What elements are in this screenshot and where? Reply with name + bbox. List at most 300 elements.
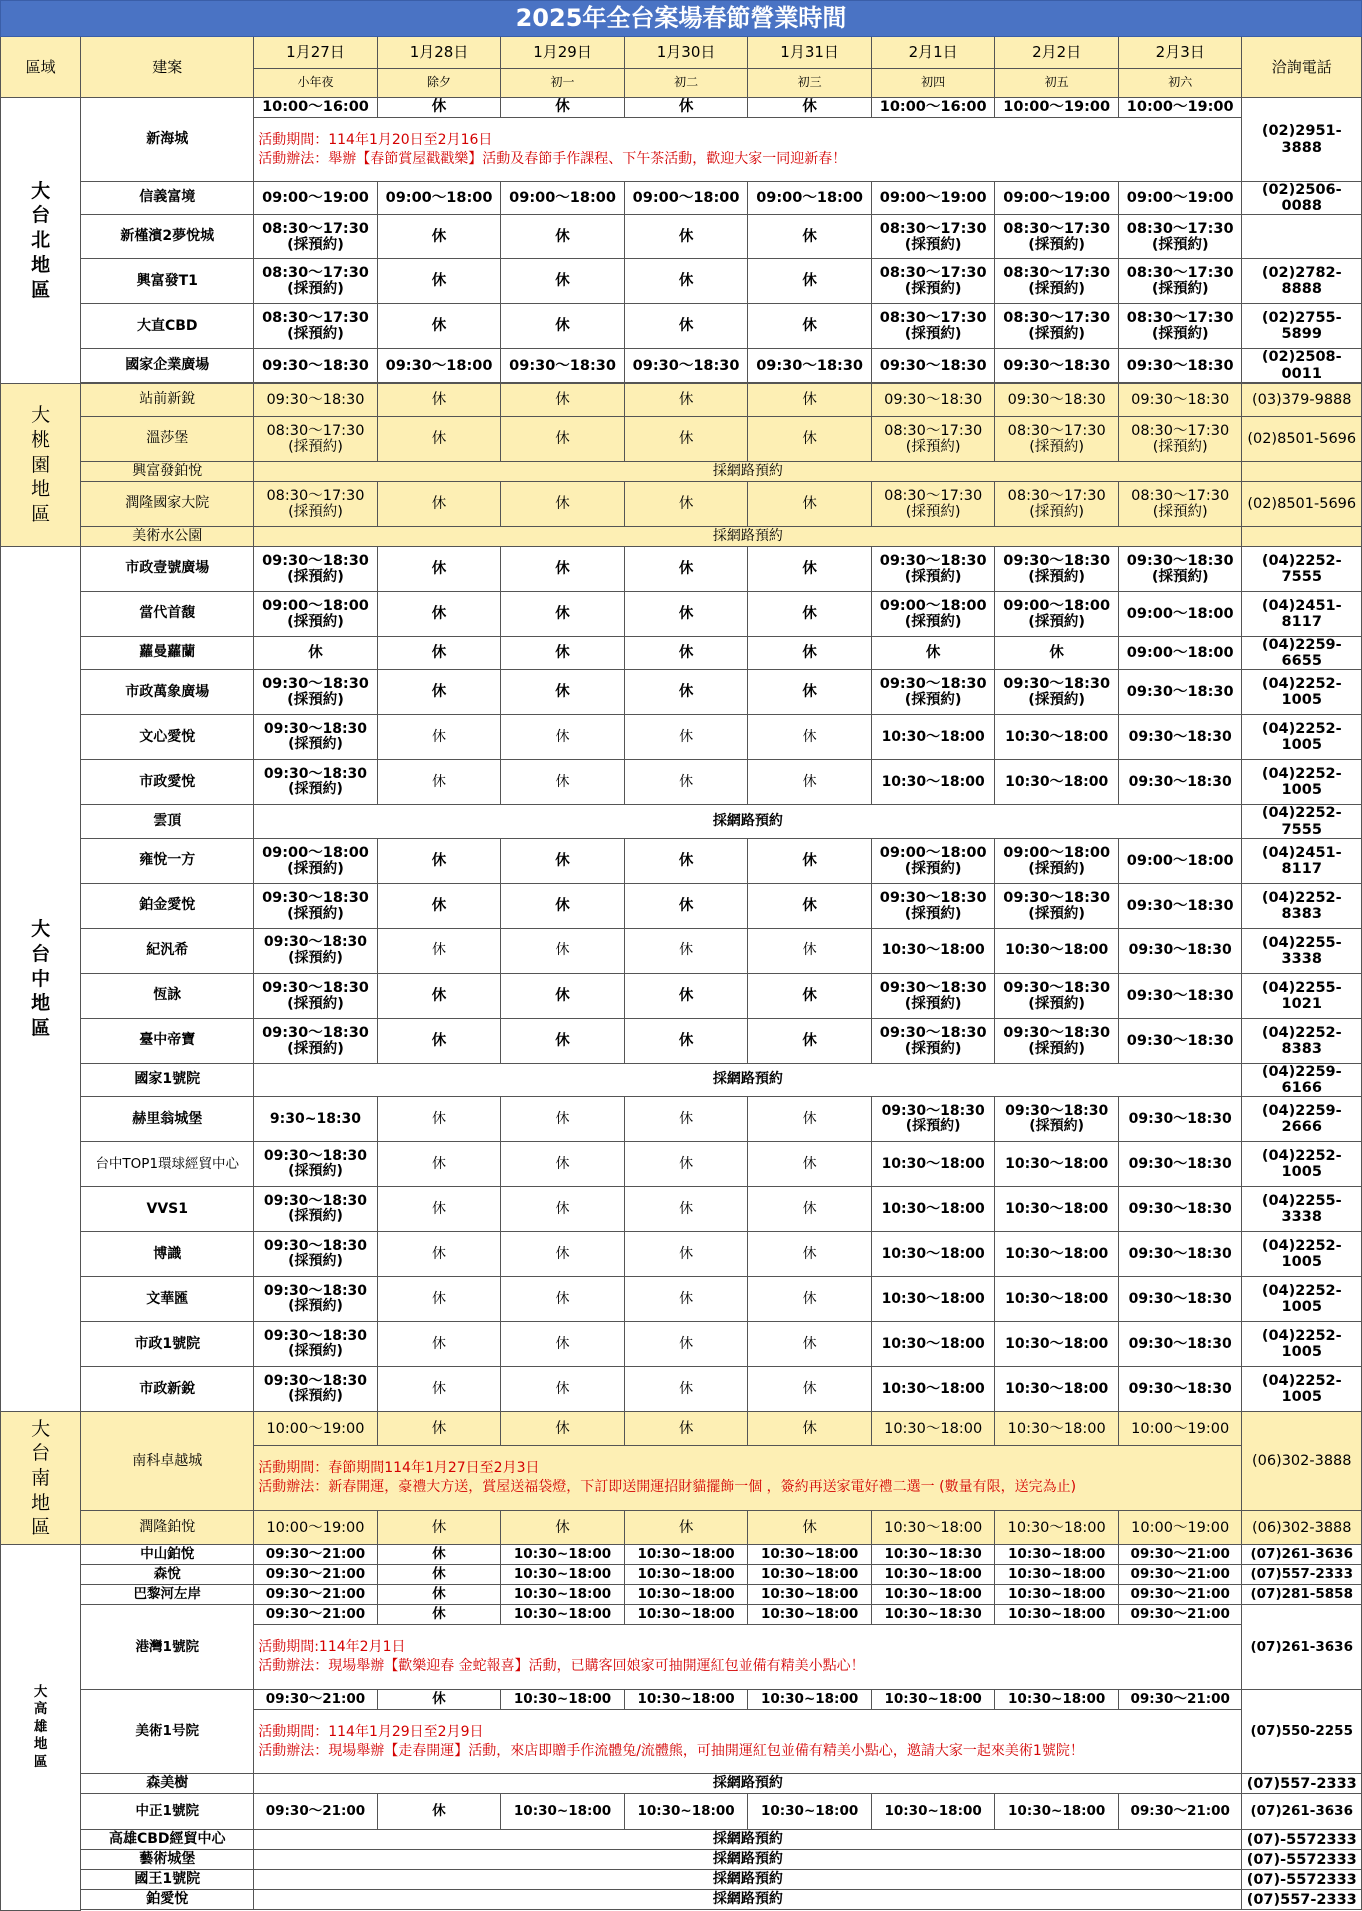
project-name: 中正1號院 (81, 1794, 254, 1830)
hours-cell: 休 (624, 1367, 748, 1412)
reserve-text: (採預約) (1151, 568, 1209, 585)
event-note (254, 1710, 1242, 1774)
hours-cell: 09:00～18:00 (1118, 838, 1242, 883)
hours-cell: 10:30～18:00 (995, 1412, 1119, 1446)
phone-cell: (02)2782-8888 (1242, 259, 1362, 304)
project-name: 市政新銳 (81, 1367, 254, 1412)
project-name: 台中TOP1環球經貿中心 (81, 1142, 254, 1187)
hours-cell: 休 (377, 760, 501, 805)
project-name: 南科卓越城 (81, 1412, 254, 1511)
hours-cell (871, 591, 995, 636)
reserve-text: (採預約) (288, 1343, 343, 1360)
hours-cell: 休 (501, 636, 625, 669)
phone-cell: (04)2255-1021 (1242, 973, 1362, 1018)
reserve-text: (採預約) (1151, 236, 1209, 253)
reserve-text: (採預約) (1152, 503, 1208, 520)
header-project: 建案 (81, 37, 254, 98)
hours-cell: 休 (501, 1277, 625, 1322)
project-name: 美術水公園 (81, 526, 254, 546)
hours-text: 08:30～17:30 (266, 422, 365, 439)
project-name: 藝術城堡 (81, 1850, 254, 1870)
hours-cell (995, 481, 1119, 526)
phone-cell: (02)2951-3888 (1242, 98, 1362, 182)
hours-cell: 休 (624, 304, 748, 349)
hours-cell: 10:30～18:00 (871, 1412, 995, 1446)
reserve-text: (採預約) (905, 1118, 961, 1135)
project-name: 港灣1號院 (81, 1605, 254, 1690)
hours-cell: 09:30～21:00 (1118, 1605, 1242, 1625)
reserve-text: (採預約) (288, 1298, 343, 1315)
header-date: 1月31日 (748, 37, 872, 69)
hours-cell: 09:30～21:00 (1118, 1565, 1242, 1585)
hours-cell: 10:30~18:00 (501, 1585, 625, 1605)
reserve-text: (採預約) (287, 1040, 344, 1057)
reserve-text: (採預約) (1151, 326, 1209, 343)
phone-cell: (07)281-5858 (1242, 1585, 1362, 1605)
phone-cell: (04)2252-8383 (1242, 1018, 1362, 1063)
hours-cell: 休 (624, 928, 748, 973)
reserve-text: (採預約) (1028, 613, 1086, 630)
hours-cell: 10:30~18:00 (871, 1690, 995, 1710)
hours-cell: 09:30～18:30 (871, 383, 995, 416)
hours-cell: 休 (748, 215, 872, 259)
hours-cell: 休 (501, 670, 625, 715)
phone-cell: (04)2451-8117 (1242, 838, 1362, 883)
hours-cell: 休 (501, 883, 625, 928)
hours-cell: 休 (501, 1187, 625, 1232)
phone-cell: (07)557-2333 (1242, 1890, 1362, 1910)
hours-cell: 09:30～18:30 (1118, 1018, 1242, 1063)
hours-cell: 09:00～19:00 (1118, 182, 1242, 215)
phone-cell: (07)-5572333 (1242, 1830, 1362, 1850)
reserve-text: (採預約) (287, 613, 344, 630)
hours-cell: 休 (624, 1412, 748, 1446)
hours-cell: 10:30～18:00 (995, 1187, 1119, 1232)
phone-cell: (04)2259-6166 (1242, 1063, 1362, 1096)
phone-cell: (03)379-9888 (1242, 383, 1362, 416)
reserve-text: (採預約) (1028, 905, 1086, 922)
hours-text: 08:30～17:30 (266, 487, 365, 504)
hours-cell: 09:30～21:00 (254, 1545, 378, 1565)
event-method: 活動辦法：舉辦【春節賞屋戳戳樂】活動及春節手作課程、下午茶活動，歡迎大家一同迎新春！ (258, 150, 847, 167)
hours-cell: 09:30～18:30 (1118, 928, 1242, 973)
reserve-text: (採預約) (287, 281, 344, 298)
header-date: 1月27日 (254, 37, 378, 69)
hours-cell: 10:30~18:00 (501, 1565, 625, 1585)
hours-cell (871, 416, 995, 461)
hours-cell: 09:00～19:00 (254, 182, 378, 215)
reserve-text: (採預約) (1028, 692, 1086, 709)
hours-cell: 休 (377, 1794, 501, 1830)
hours-text: 08:30～17:30 (1126, 310, 1234, 327)
phone-cell: (04)2259-6655 (1242, 636, 1362, 669)
hours-cell: 休 (501, 715, 625, 760)
project-name: 巴黎河左岸 (81, 1585, 254, 1605)
hours-text: 08:30～17:30 (262, 265, 369, 282)
project-name: 博識 (81, 1232, 254, 1277)
reserve-text: (採預約) (287, 568, 344, 585)
hours-cell: 休 (624, 838, 748, 883)
online-booking: 採網路預約 (254, 805, 1242, 838)
event-period: 活動期間：春節期間114年1月27日至2月3日 (258, 1460, 540, 1477)
hours-text: 09:30～18:30 (263, 720, 368, 737)
hours-cell: 休 (624, 215, 748, 259)
project-name: 中山鉑悅 (81, 1545, 254, 1565)
reserve-text: (採預約) (288, 949, 343, 966)
reserve-text: (採預約) (287, 860, 344, 877)
hours-cell: 休 (748, 1187, 872, 1232)
hours-text: 09:30～18:30 (1003, 552, 1111, 569)
hours-cell: 休 (624, 1511, 748, 1545)
hours-cell: 休 (624, 591, 748, 636)
project-name: 赫里翁城堡 (81, 1097, 254, 1142)
hours-cell: 10:30~18:00 (501, 1545, 625, 1565)
hours-cell: 09:30～18:30 (624, 349, 748, 382)
header-phone: 洽詢電話 (1242, 37, 1362, 98)
hours-cell: 09:30～18:30 (995, 383, 1119, 416)
hours-cell: 09:30～18:30 (1118, 383, 1242, 416)
reserve-text: (採預約) (1029, 503, 1085, 520)
header-day: 小年夜 (254, 69, 378, 98)
header-day: 初一 (501, 69, 625, 98)
hours-cell: 休 (377, 1565, 501, 1585)
hours-cell: 10:00～16:00 (871, 98, 995, 118)
hours-cell: 09:30～21:00 (1118, 1585, 1242, 1605)
reserve-text: (採預約) (288, 1163, 343, 1180)
online-booking: 採網路預約 (254, 526, 1242, 546)
hours-cell: 休 (501, 383, 625, 416)
hours-cell: 休 (748, 591, 872, 636)
hours-text: 09:30～18:30 (263, 1282, 368, 1299)
hours-text: 08:30～17:30 (1003, 265, 1111, 282)
hours-cell (254, 973, 378, 1018)
hours-cell: 10:30~18:00 (995, 1794, 1119, 1830)
hours-cell: 10:30~18:00 (995, 1605, 1119, 1625)
hours-cell (254, 1367, 378, 1412)
hours-text: 08:30～17:30 (1131, 422, 1230, 439)
hours-text: 09:30～18:30 (263, 934, 368, 951)
reserve-text: (採預約) (288, 736, 343, 753)
hours-cell: 9:30~18:30 (254, 1097, 378, 1142)
phone-cell: (07)-5572333 (1242, 1850, 1362, 1870)
hours-cell: 10:30~18:00 (995, 1545, 1119, 1565)
header-day: 初五 (995, 69, 1119, 98)
hours-cell: 10:30~18:30 (871, 1605, 995, 1625)
phone-cell: (04)2252-7555 (1242, 546, 1362, 591)
hours-cell: 09:30～21:00 (254, 1605, 378, 1625)
hours-cell: 10:30～18:00 (871, 1277, 995, 1322)
hours-cell (995, 259, 1119, 304)
hours-cell: 休 (624, 1142, 748, 1187)
hours-cell: 10:30～18:00 (995, 1367, 1119, 1412)
phone-cell (1242, 215, 1362, 259)
hours-cell: 休 (624, 973, 748, 1018)
hours-cell (995, 670, 1119, 715)
hours-cell: 休 (995, 636, 1119, 669)
event-method: 活動辦法：現場舉辦【走春開運】活動，來店即贈手作流體兔/流體熊，可抽開運紅包並備有精美小點心，邀請大家一起來美術1號院！ (258, 1742, 1084, 1759)
hours-cell (254, 1142, 378, 1187)
hours-text: 08:30～17:30 (262, 220, 369, 237)
reserve-text: (採預約) (1028, 568, 1086, 585)
reserve-text: (採預約) (905, 438, 961, 455)
hours-cell: 休 (501, 215, 625, 259)
phone-cell: (02)8501-5696 (1242, 416, 1362, 461)
phone-cell: (04)2259-2666 (1242, 1097, 1362, 1142)
hours-cell: 休 (624, 416, 748, 461)
phone-cell: (04)2252-1005 (1242, 1322, 1362, 1367)
hours-cell: 10:30~18:00 (624, 1565, 748, 1585)
hours-cell: 休 (377, 98, 501, 118)
project-name: 興富發鉑悅 (81, 461, 254, 481)
hours-cell: 休 (377, 1187, 501, 1232)
hours-text: 09:30～18:30 (262, 676, 369, 693)
hours-text: 09:30～18:30 (1126, 552, 1234, 569)
phone-cell: (02)2508-0011 (1242, 349, 1362, 382)
hours-text: 08:30～17:30 (1003, 310, 1111, 327)
region-taoyuan: 大 桃 園 地 區 (1, 383, 81, 546)
reserve-text: (採預約) (904, 860, 962, 877)
reserve-text: (採預約) (1152, 438, 1208, 455)
hours-cell: 休 (501, 304, 625, 349)
hours-cell: 10:30～18:00 (871, 1232, 995, 1277)
event-note (254, 1625, 1242, 1690)
hours-cell (871, 304, 995, 349)
reserve-text: (採預約) (288, 503, 343, 520)
reserve-text: (採預約) (287, 326, 344, 343)
hours-text: 09:30～18:30 (879, 552, 987, 569)
hours-cell: 09:30～18:30 (1118, 1277, 1242, 1322)
hours-cell (871, 215, 995, 259)
hours-cell: 休 (377, 481, 501, 526)
reserve-text: (採預約) (1151, 281, 1209, 298)
hours-text: 09:30～18:30 (262, 1024, 369, 1041)
hours-cell: 休 (501, 416, 625, 461)
hours-cell: 休 (624, 636, 748, 669)
hours-cell: 休 (748, 1412, 872, 1446)
hours-cell: 10:30~18:30 (871, 1545, 995, 1565)
hours-cell (995, 416, 1119, 461)
reserve-text: (採預約) (1028, 281, 1086, 298)
hours-text: 08:30～17:30 (1126, 265, 1234, 282)
hours-cell: 10:30～18:00 (995, 760, 1119, 805)
hours-cell (254, 1018, 378, 1063)
online-booking: 採網路預約 (254, 1063, 1242, 1096)
hours-cell (254, 591, 378, 636)
hours-cell: 休 (377, 1511, 501, 1545)
phone-cell: (02)8501-5696 (1242, 481, 1362, 526)
hours-cell: 10:30~18:00 (871, 1565, 995, 1585)
hours-text: 08:30～17:30 (1126, 220, 1234, 237)
header-date: 1月30日 (624, 37, 748, 69)
hours-cell: 10:30~18:00 (995, 1585, 1119, 1605)
phone-cell: (02)2506-0088 (1242, 182, 1362, 215)
hours-cell: 休 (624, 1277, 748, 1322)
hours-cell: 10:30~18:00 (748, 1585, 872, 1605)
reserve-text: (採預約) (904, 905, 962, 922)
hours-cell (1118, 304, 1242, 349)
hours-cell: 09:30～18:30 (1118, 883, 1242, 928)
event-note (254, 118, 1242, 182)
hours-cell: 休 (501, 1511, 625, 1545)
reserve-text: (採預約) (904, 281, 962, 298)
hours-cell (1118, 481, 1242, 526)
hours-cell: 休 (377, 416, 501, 461)
project-name: 大直CBD (81, 304, 254, 349)
hours-cell: 09:00～19:00 (871, 182, 995, 215)
hours-text: 09:00～18:00 (879, 597, 987, 614)
project-name: 興富發T1 (81, 259, 254, 304)
reserve-text: (採預約) (288, 1208, 343, 1225)
hours-cell: 09:00～18:00 (377, 182, 501, 215)
hours-cell: 09:30～18:30 (1118, 1232, 1242, 1277)
hours-text: 08:30～17:30 (879, 265, 987, 282)
hours-cell: 休 (748, 481, 872, 526)
header-date: 2月2日 (995, 37, 1119, 69)
hours-cell (254, 304, 378, 349)
online-booking: 採網路預約 (254, 461, 1242, 481)
header-day: 除夕 (377, 69, 501, 98)
hours-text: 09:30～18:30 (1003, 889, 1111, 906)
header-date: 2月1日 (871, 37, 995, 69)
hours-cell: 休 (748, 98, 872, 118)
hours-cell: 休 (748, 546, 872, 591)
hours-cell: 09:30～18:30 (1118, 973, 1242, 1018)
hours-cell (254, 259, 378, 304)
hours-text: 09:30～18:30 (262, 979, 369, 996)
hours-cell: 休 (624, 98, 748, 118)
hours-cell: 休 (501, 1322, 625, 1367)
hours-cell (1118, 546, 1242, 591)
hours-cell: 10:30~18:00 (995, 1690, 1119, 1710)
hours-cell (871, 670, 995, 715)
header-date: 2月3日 (1118, 37, 1242, 69)
hours-cell: 休 (748, 383, 872, 416)
event-method: 活動辦法：新春開運，豪禮大方送，賞屋送福袋燈，下訂即送開運招財貓擺飾一個 ，簽約再送家電好禮二選一 (數量有限，送完為止) (258, 1479, 1077, 1496)
reserve-text: (採預約) (904, 995, 962, 1012)
hours-cell: 休 (624, 1018, 748, 1063)
hours-cell: 10:30～18:00 (995, 715, 1119, 760)
hours-cell: 09:30～18:30 (1118, 1322, 1242, 1367)
hours-cell: 休 (748, 1367, 872, 1412)
hours-text: 09:30～18:30 (262, 552, 369, 569)
hours-cell: 休 (748, 838, 872, 883)
hours-cell: 09:30～18:30 (871, 349, 995, 382)
hours-cell: 10:30～18:00 (995, 1232, 1119, 1277)
project-name: 恆詠 (81, 973, 254, 1018)
hours-cell: 09:00～18:00 (624, 182, 748, 215)
event-period: 活動期間：114年1月29日至2月9日 (258, 1723, 484, 1740)
reserve-text: (採預約) (904, 1040, 962, 1057)
hours-cell (995, 591, 1119, 636)
hours-cell: 休 (501, 259, 625, 304)
phone-cell: (04)2252-1005 (1242, 760, 1362, 805)
project-name: 潤隆國家大院 (81, 481, 254, 526)
phone-cell: (02)2755-5899 (1242, 304, 1362, 349)
project-name: 潤隆鉑悅 (81, 1511, 254, 1545)
hours-cell: 休 (501, 760, 625, 805)
project-name: 市政1號院 (81, 1322, 254, 1367)
hours-cell: 休 (748, 670, 872, 715)
hours-cell: 09:30～18:30 (254, 383, 378, 416)
hours-cell (871, 973, 995, 1018)
hours-text: 08:30～17:30 (1007, 487, 1106, 504)
hours-cell (254, 670, 378, 715)
project-name: 國家企業廣場 (81, 349, 254, 382)
hours-cell: 休 (748, 636, 872, 669)
hours-cell: 休 (501, 546, 625, 591)
reserve-text: (採預約) (287, 905, 344, 922)
project-name: VVS1 (81, 1187, 254, 1232)
hours-cell: 09:30～18:30 (1118, 670, 1242, 715)
event-period: 活動期間:114年2月1日 (258, 1639, 406, 1656)
hours-cell: 09:30～18:30 (1118, 1097, 1242, 1142)
hours-cell: 09:30～18:30 (1118, 715, 1242, 760)
online-booking: 採網路預約 (254, 1850, 1242, 1870)
hours-cell: 休 (377, 1605, 501, 1625)
header-date: 1月29日 (501, 37, 625, 69)
hours-text: 09:30～18:30 (263, 1192, 368, 1209)
reserve-text: (採預約) (904, 326, 962, 343)
hours-cell: 休 (377, 1412, 501, 1446)
hours-cell: 休 (377, 1277, 501, 1322)
hours-text: 09:30～18:30 (262, 889, 369, 906)
hours-cell: 10:30～18:00 (995, 1277, 1119, 1322)
hours-cell: 休 (748, 1142, 872, 1187)
hours-cell: 10:00～19:00 (995, 98, 1119, 118)
reserve-text: (採預約) (287, 692, 344, 709)
hours-cell: 10:30~18:00 (748, 1690, 872, 1710)
event-period: 活動期間：114年1月20日至2月16日 (258, 131, 493, 148)
project-name: 市政壹號廣場 (81, 546, 254, 591)
event-note (254, 1446, 1242, 1511)
reserve-text: (採預約) (288, 781, 343, 798)
hours-cell: 休 (501, 838, 625, 883)
hours-cell: 09:30～18:30 (1118, 1187, 1242, 1232)
hours-text: 09:30～18:30 (879, 979, 987, 996)
project-name: 鉑金愛悅 (81, 883, 254, 928)
hours-cell: 09:30～18:30 (995, 349, 1119, 382)
hours-cell: 休 (377, 1585, 501, 1605)
hours-cell (995, 546, 1119, 591)
hours-text: 09:30～18:30 (263, 765, 368, 782)
hours-text: 09:00～18:00 (879, 844, 987, 861)
hours-cell (254, 416, 378, 461)
hours-cell: 休 (748, 1322, 872, 1367)
hours-cell: 10:30～18:00 (871, 715, 995, 760)
hours-cell: 休 (501, 973, 625, 1018)
hours-cell (871, 838, 995, 883)
hours-cell: 09:00～18:00 (1118, 591, 1242, 636)
hours-cell: 10:30～18:00 (871, 1322, 995, 1367)
phone-cell: (07)-5572333 (1242, 1870, 1362, 1890)
hours-cell: 休 (501, 1097, 625, 1142)
project-name: 雲頂 (81, 805, 254, 838)
hours-cell: 10:30～18:00 (871, 1367, 995, 1412)
phone-cell: (04)2255-3338 (1242, 928, 1362, 973)
hours-text: 09:00～18:00 (1003, 844, 1111, 861)
hours-cell: 10:30～18:00 (995, 1511, 1119, 1545)
hours-cell: 10:30～18:00 (871, 1511, 995, 1545)
header-day: 初四 (871, 69, 995, 98)
hours-cell: 休 (501, 928, 625, 973)
phone-cell: (04)2451-8117 (1242, 591, 1362, 636)
hours-cell (1118, 416, 1242, 461)
hours-text: 09:00～18:00 (1003, 597, 1111, 614)
hours-cell: 10:00～16:00 (254, 98, 378, 118)
reserve-text: (採預約) (1029, 438, 1085, 455)
hours-cell: 休 (501, 591, 625, 636)
hours-cell: 10:30~18:00 (748, 1794, 872, 1830)
